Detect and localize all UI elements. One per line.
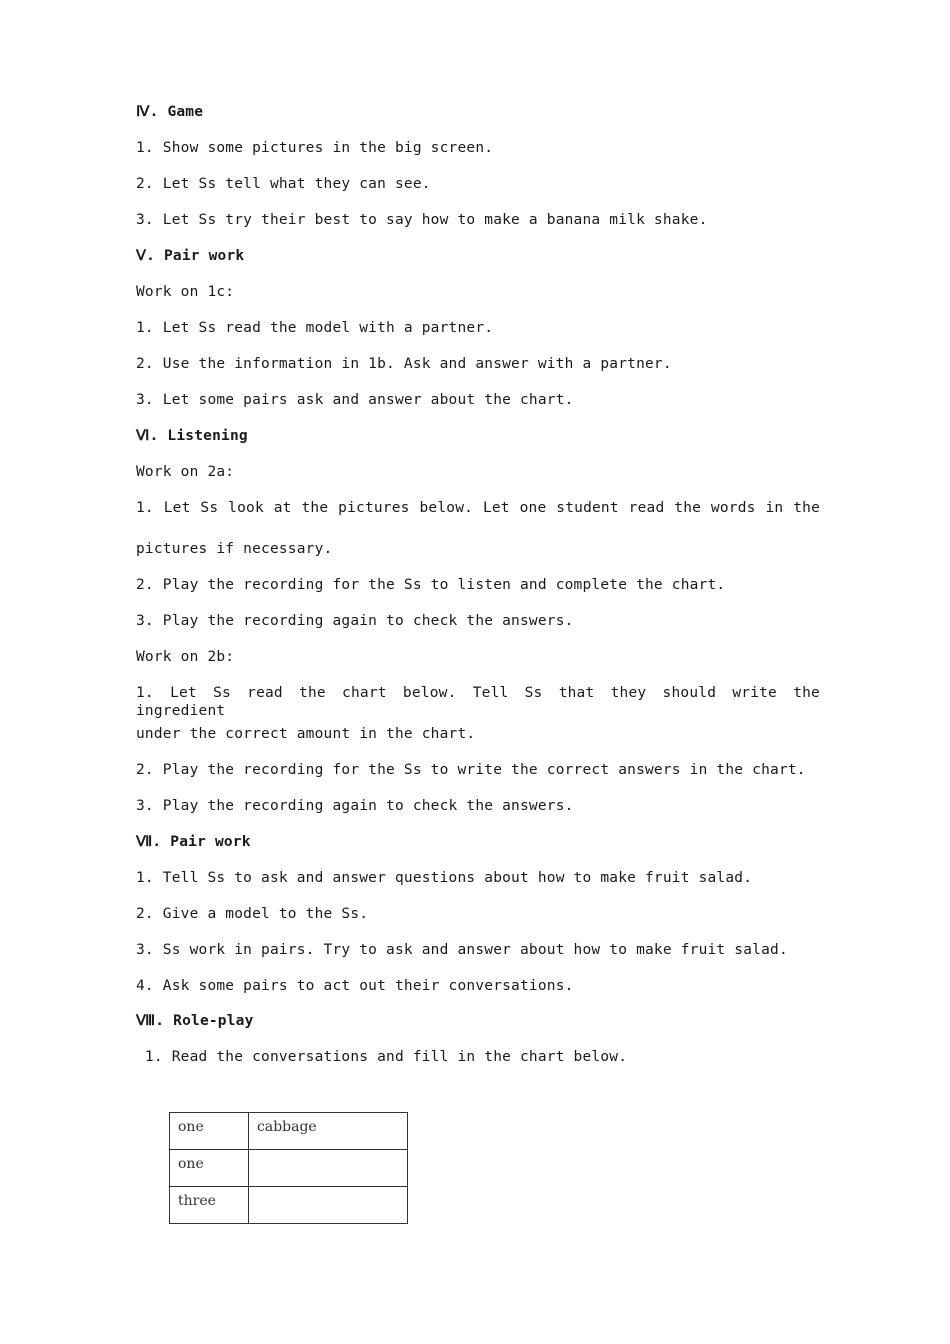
text-line: Work on 2a: — [136, 464, 235, 480]
text-line: 3. Ss work in pairs. Try to ask and answer about how to make fruit salad. — [136, 942, 788, 958]
text-line: pictures if necessary. — [136, 541, 333, 557]
text-line: 3. Let Ss try their best to say how to make a banana milk shake. — [136, 212, 708, 228]
text-line: 1. Let Ss look at the pictures below. Let one student read the words in the — [136, 500, 820, 516]
text-line: 1. Tell Ss to ask and answer questions about how to make fruit salad. — [136, 870, 753, 886]
text-line: 1. Show some pictures in the big screen. — [136, 140, 494, 156]
text-line: 2. Let Ss tell what they can see. — [136, 176, 431, 192]
text-line: 3. Play the recording again to check the answers. — [136, 798, 574, 814]
text-line: 2. Play the recording for the Ss to listen and complete the chart. — [136, 577, 726, 593]
table-cell-empty — [249, 1150, 408, 1187]
text-line: under the correct amount in the chart. — [136, 726, 476, 742]
table-cell: three — [170, 1187, 249, 1224]
table-row — [170, 1187, 408, 1224]
text-line: 1. Read the conversations and fill in the chart below. — [136, 1049, 628, 1065]
text-line: 2. Play the recording for the Ss to write the correct answers in the chart. — [136, 762, 806, 778]
text-line: Work on 1c: — [136, 284, 235, 300]
table-cell: one — [170, 1113, 249, 1150]
text-line: 2. Give a model to the Ss. — [136, 906, 369, 922]
table-cell: cabbage — [249, 1113, 408, 1150]
text-line: Work on 2b: — [136, 649, 235, 665]
table-cell-empty — [249, 1187, 408, 1224]
text-line: 2. Use the information in 1b. Ask and answer with a partner. — [136, 356, 672, 372]
section-heading-game: Ⅳ. Game — [136, 104, 204, 120]
amounts-table — [169, 1112, 408, 1224]
text-line: 3. Play the recording again to check the answers. — [136, 613, 574, 629]
table-row — [170, 1113, 408, 1150]
section-heading-pair-work: Ⅴ. Pair work — [136, 248, 245, 264]
text-line: 1. Let Ss read the chart below. Tell Ss that they should write the ingredient — [136, 685, 820, 719]
text-line: 3. Let some pairs ask and answer about the chart. — [136, 392, 574, 408]
section-heading-pair-work-2: Ⅶ. Pair work — [136, 834, 251, 850]
text-line: 1. Let Ss read the model with a partner. — [136, 320, 494, 336]
table-cell: one — [170, 1150, 249, 1187]
text-line: 4. Ask some pairs to act out their conversations. — [136, 978, 574, 994]
table-row — [170, 1150, 408, 1187]
section-heading-role-play: Ⅷ. Role-play — [136, 1013, 254, 1029]
section-heading-listening: Ⅵ. Listening — [136, 428, 248, 444]
